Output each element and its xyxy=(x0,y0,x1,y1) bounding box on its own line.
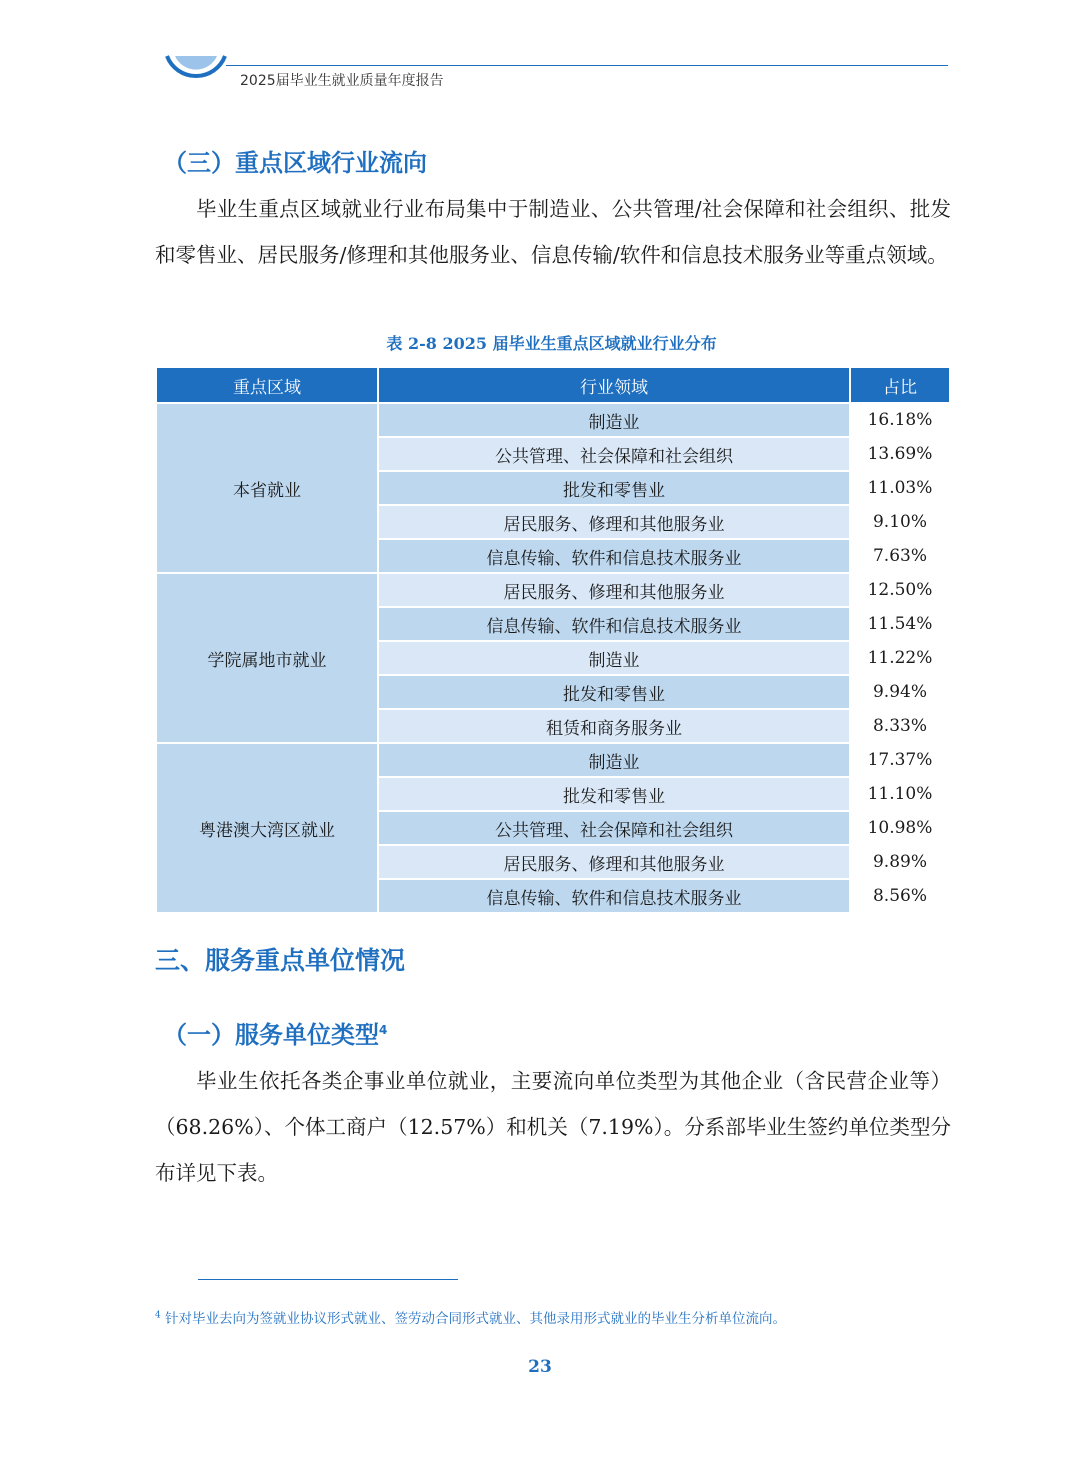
footnote-mark: 4 xyxy=(155,1310,161,1321)
industry-cell: 制造业 xyxy=(378,641,850,675)
share-cell: 12.50% xyxy=(850,573,950,607)
share-cell: 9.10% xyxy=(850,505,950,539)
share-cell: 11.22% xyxy=(850,641,950,675)
share-cell: 9.94% xyxy=(850,675,950,709)
share-cell: 11.10% xyxy=(850,777,950,811)
header-share: 占比 xyxy=(850,367,950,403)
table-row xyxy=(156,573,950,607)
region-cell: 粤港澳大湾区就业 xyxy=(156,743,378,913)
industry-cell: 租赁和商务服务业 xyxy=(378,709,850,743)
region-cell: 学院属地市就业 xyxy=(156,573,378,743)
industry-cell: 信息传输、软件和信息技术服务业 xyxy=(378,607,850,641)
share-cell: 11.03% xyxy=(850,471,950,505)
industry-cell: 制造业 xyxy=(378,743,850,777)
share-cell: 7.63% xyxy=(850,539,950,573)
header-region: 重点区域 xyxy=(156,367,378,403)
table-caption: 表 2-8 2025 届毕业生重点区域就业行业分布 xyxy=(386,334,717,353)
table-row xyxy=(156,743,950,777)
footnote-reference[interactable]: 4 xyxy=(379,1023,388,1037)
subsection-heading-employer-types xyxy=(163,1015,387,1050)
share-cell: 17.37% xyxy=(850,743,950,777)
share-cell: 8.33% xyxy=(850,709,950,743)
industry-cell: 信息传输、软件和信息技术服务业 xyxy=(378,539,850,573)
industry-cell: 居民服务、修理和其他服务业 xyxy=(378,845,850,879)
industry-cell: 居民服务、修理和其他服务业 xyxy=(378,505,850,539)
report-logo-icon xyxy=(163,52,233,98)
header-industry: 行业领域 xyxy=(378,367,850,403)
subsection-heading-text: （一）服务单位类型 xyxy=(163,1021,379,1049)
share-cell: 13.69% xyxy=(850,437,950,471)
table-header-row xyxy=(156,367,950,403)
share-cell: 10.98% xyxy=(850,811,950,845)
industry-cell: 批发和零售业 xyxy=(378,675,850,709)
regional-industry-paragraph: 毕业生重点区域就业行业布局集中于制造业、公共管理/社会保障和社会组织、批发和零售业、居民服务/修理和其他服务业、信息传输/软件和信息技术服务业等重点领域。 xyxy=(155,197,951,267)
share-cell: 8.56% xyxy=(850,879,950,913)
footnote-text: 针对毕业去向为签就业协议形式就业、签劳动合同形式就业、其他录用形式就业的毕业生分析单位流向。 xyxy=(160,1311,787,1327)
table-row xyxy=(156,403,950,437)
industry-cell: 居民服务、修理和其他服务业 xyxy=(378,573,850,607)
industry-cell: 公共管理、社会保障和社会组织 xyxy=(378,811,850,845)
header-title: 2025届毕业生就业质量年度报告 xyxy=(240,73,444,89)
footnote-rule xyxy=(198,1279,458,1280)
section-heading-key-employers: 三、服务重点单位情况 xyxy=(155,946,406,975)
industry-cell: 信息传输、软件和信息技术服务业 xyxy=(378,879,850,913)
share-cell: 16.18% xyxy=(850,403,950,437)
share-cell: 11.54% xyxy=(850,607,950,641)
footnote xyxy=(155,1307,786,1327)
industry-cell: 批发和零售业 xyxy=(378,471,850,505)
regional-industry-table xyxy=(155,366,951,914)
industry-cell: 制造业 xyxy=(378,403,850,437)
industry-cell: 公共管理、社会保障和社会组织 xyxy=(378,437,850,471)
region-cell: 本省就业 xyxy=(156,403,378,573)
industry-cell: 批发和零售业 xyxy=(378,777,850,811)
header-rule xyxy=(226,65,948,66)
page-number: 23 xyxy=(528,1357,552,1377)
subsection-heading-regional-industry: （三）重点区域行业流向 xyxy=(163,149,427,177)
employer-types-paragraph: 毕业生依托各类企事业单位就业，主要流向单位类型为其他企业（含民营企业等）（68.26%）、个体工商户（12.57%）和机关（7.19%）。分系部毕业生签约单位类型分布详见下表。 xyxy=(155,1069,951,1185)
share-cell: 9.89% xyxy=(850,845,950,879)
